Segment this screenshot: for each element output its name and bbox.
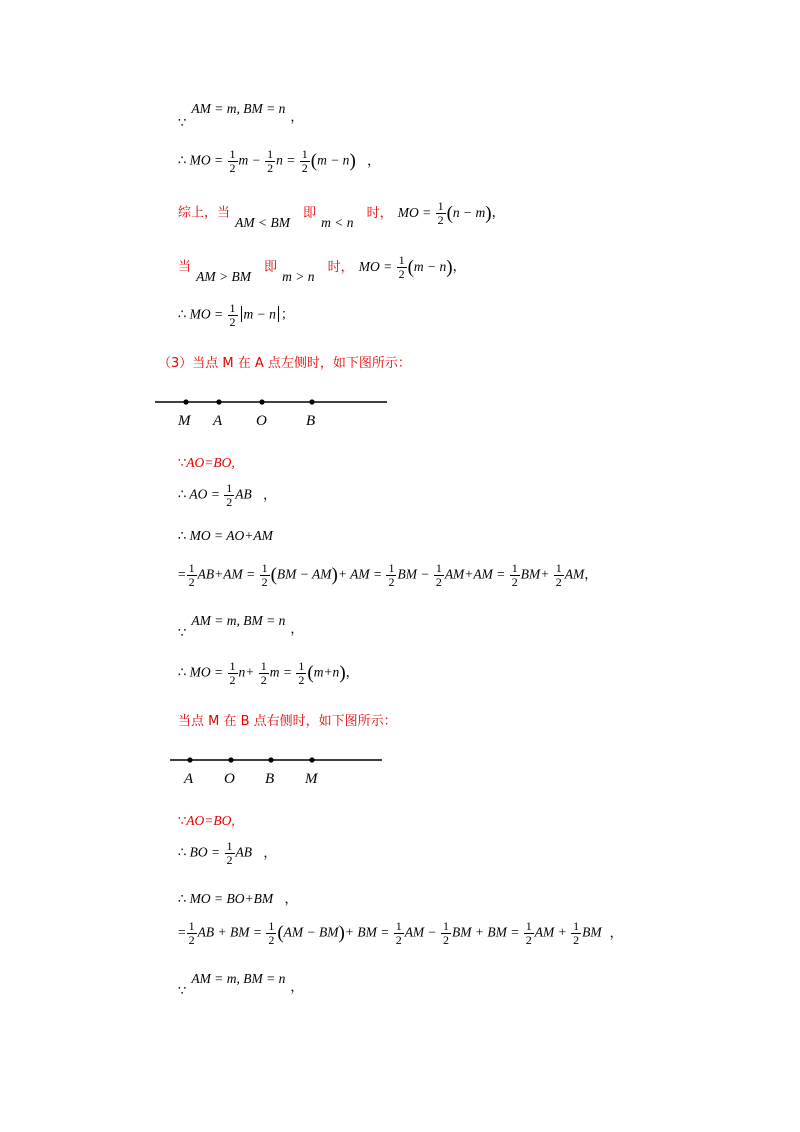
summary-prefix: 综上，当 xyxy=(178,205,231,221)
r1-line xyxy=(178,810,235,829)
comma: ， xyxy=(290,110,304,125)
r2-line: ∴ BO = $\frac{1}{2}$ AB ， xyxy=(178,839,277,867)
expr-part: m − xyxy=(238,152,261,168)
because-symbol: ∵ xyxy=(178,984,187,999)
fraction-half: $\frac{1}{2}$ xyxy=(267,147,274,175)
dang-label: 当 xyxy=(178,259,192,275)
because-symbol: ∵ xyxy=(178,116,187,131)
r1-expr: AO=BO, xyxy=(186,813,235,828)
expr-part: AO = xyxy=(189,486,220,502)
point-o xyxy=(228,757,233,762)
because-symbol: ∵ xyxy=(178,456,187,471)
label-b: B xyxy=(306,413,316,429)
ji-label: 即 xyxy=(264,259,278,275)
label-o: O xyxy=(256,413,267,429)
point-m xyxy=(183,399,188,404)
point-m xyxy=(309,757,314,762)
point-b xyxy=(309,399,314,404)
point-a xyxy=(216,399,221,404)
r5-line: $_\because$ AM = m, BM = n $_,$ xyxy=(178,971,304,999)
summary-result: MO = $\frac{1}{2}$ (n − m) xyxy=(397,199,492,227)
point-a xyxy=(187,757,192,762)
condition: AM > BM xyxy=(196,268,251,284)
number-line-1 xyxy=(150,390,395,435)
expr-part: n = xyxy=(276,152,296,168)
condition: m < n xyxy=(321,214,354,230)
given-expression: AM = m, BM = n xyxy=(191,101,286,116)
s3-line xyxy=(178,528,273,544)
ji-label: 即 xyxy=(303,205,317,221)
r3-line: ∴ MO = BO+BM ， xyxy=(178,891,298,907)
summary-result: MO = $\frac{1}{2}$ (m − n) xyxy=(358,253,453,281)
point-b xyxy=(268,757,273,762)
expr-part: MO = xyxy=(189,152,224,168)
final-abs-line: ∴ MO = $\frac{1}{2}$ m − n ； xyxy=(178,301,294,329)
result-line-1: ∴ MO = $\frac{1}{2}$ m − $\frac{1}{2}$ n = $\frac{1}{2}$ (m − n) ， xyxy=(178,147,381,175)
case-right-heading: 当点 M 在 B 点右侧时，如下图所示： xyxy=(178,714,397,729)
abs-expr: m − n xyxy=(243,306,276,322)
fraction-half: $\frac{1}{2}$ xyxy=(301,147,308,175)
because-symbol: ∵ xyxy=(178,626,187,641)
therefore-symbol: ∴ xyxy=(178,307,187,323)
label-a: A xyxy=(184,771,194,787)
given-expression: AM = m, BM = n xyxy=(191,613,286,628)
therefore-symbol: ∴ xyxy=(178,487,187,503)
s3-expr: MO = AO+AM xyxy=(189,528,273,543)
number-line-2 xyxy=(165,748,390,793)
summary-line-2: 当 $_{AM > BM}$ 即 $_{m > n}$ 时， MO = $\frac{1}{2}$ (m − n)， xyxy=(178,253,466,284)
expr-part: m − n xyxy=(317,152,350,168)
label-m: M xyxy=(305,771,318,787)
given-expression: AM = m, BM = n xyxy=(191,971,286,986)
label-b: B xyxy=(265,771,275,787)
s4-line: = $\frac{1}{2}$ AB+AM = $\frac{1}{2}$ (BM − AM)+ AM = $\frac{1}{2}$ BM − $\frac{1}{2}$ AM+AM = $\frac{1}{2}$ BM+ $\frac{1}{2}$ AM， xyxy=(178,561,598,589)
label-o: O xyxy=(224,771,235,787)
point-o xyxy=(259,399,264,404)
s1-expr: AO=BO, xyxy=(186,455,235,470)
s6-line: ∴ MO = $\frac{1}{2}$ n+ $\frac{1}{2}$ m = $\frac{1}{2}$ (m+n)， xyxy=(178,659,359,687)
s2-line: ∴ AO = $\frac{1}{2}$ AB ， xyxy=(178,481,277,509)
given-line-1 xyxy=(178,98,304,131)
fraction-half: $\frac{1}{2}$ xyxy=(229,147,236,175)
therefore-symbol: ∴ xyxy=(178,153,187,169)
summary-line-1: 综上，当 $_{AM < BM}$ 即 $_{m < n}$ 时， MO = $\frac{1}{2}$ (n − m)， xyxy=(178,199,505,230)
label-m: M xyxy=(178,413,191,429)
condition: m > n xyxy=(282,268,315,284)
shi-label: 时， xyxy=(366,205,393,221)
label-a: A xyxy=(213,413,223,429)
therefore-symbol: ∴ xyxy=(178,529,187,544)
r4-line: = $\frac{1}{2}$ AB + BM = $\frac{1}{2}$ (AM − BM)+ BM = $\frac{1}{2}$ AM − $\frac{1}{2}$ BM + BM = $\frac{1}{2}$ AM + $\frac{1}{2}$ BM ， xyxy=(178,919,623,947)
section3-heading: （3）当点 M 在 A 点左侧时，如下图所示： xyxy=(158,356,411,371)
shi-label: 时， xyxy=(327,259,354,275)
s1-line xyxy=(178,452,235,471)
therefore-symbol: ∴ xyxy=(178,845,187,861)
because-symbol: ∵ xyxy=(178,814,187,829)
s5-line: $_\because$ AM = m, BM = n $_,$ xyxy=(178,613,304,641)
expr-part: AB xyxy=(235,486,252,502)
therefore-symbol: ∴ xyxy=(178,892,187,907)
condition: AM < BM xyxy=(235,214,290,230)
therefore-symbol: ∴ xyxy=(178,665,187,681)
